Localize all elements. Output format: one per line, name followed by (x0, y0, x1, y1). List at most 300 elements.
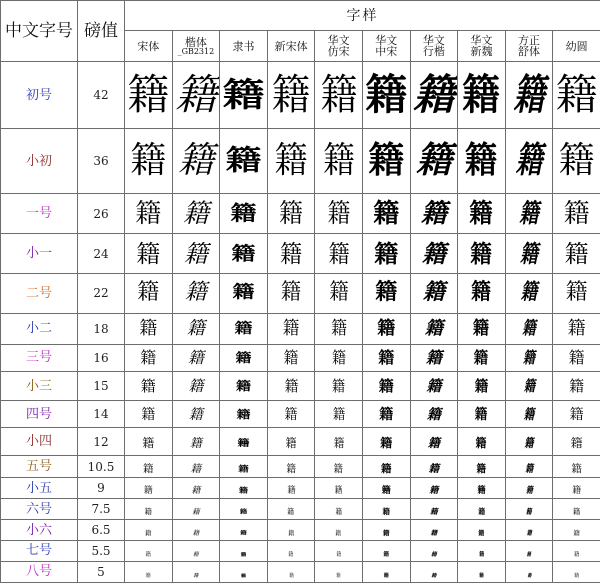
font-header-8: 方正 舒体 (505, 31, 553, 62)
sample-glyph: 籍 (558, 140, 595, 182)
sample-glyph: 籍 (571, 462, 582, 475)
sample-cell (410, 62, 458, 129)
sample-glyph: 籍 (524, 435, 534, 450)
sample-glyph: 籍 (519, 198, 539, 229)
sample-cell (553, 499, 600, 520)
sample-cell (410, 520, 458, 541)
sample-glyph: 籍 (474, 347, 489, 367)
size-name-cell: 小五 (1, 478, 78, 499)
points-cell: 6.5 (78, 520, 125, 541)
sample-glyph: 籍 (183, 239, 208, 268)
size-name-cell: 小三 (1, 372, 78, 401)
sample-cell (505, 400, 553, 428)
sample-cell (220, 194, 268, 234)
sample-cell (362, 344, 410, 372)
sample-glyph: 籍 (426, 407, 441, 424)
sample-glyph: 籍 (230, 202, 257, 226)
sample-cell (125, 428, 173, 456)
sample-cell (125, 313, 173, 344)
sample-glyph: 籍 (141, 407, 156, 424)
sample-cell (220, 313, 268, 344)
sample-glyph: 籍 (412, 70, 455, 120)
size-name-cell: 六号 (1, 499, 78, 520)
sample-glyph: 籍 (568, 347, 585, 367)
sample-glyph: 籍 (525, 486, 533, 497)
font-header-2: 隶书 (220, 31, 268, 62)
sample-glyph: 籍 (287, 507, 295, 517)
sample-cell (267, 129, 315, 194)
sample-cell (172, 234, 220, 274)
size-name-cell: 初号 (1, 62, 78, 129)
sample-glyph: 籍 (127, 70, 170, 120)
sample-glyph: 籍 (143, 486, 153, 497)
sample-glyph: 籍 (572, 507, 581, 517)
sample-glyph: 籍 (373, 198, 400, 229)
sample-glyph: 籍 (431, 551, 437, 558)
sample-glyph: 籍 (333, 435, 344, 450)
sample-glyph: 籍 (479, 572, 484, 579)
sample-glyph: 籍 (426, 377, 442, 395)
sample-cell (410, 478, 458, 499)
sample-cell (315, 541, 363, 562)
header-size-name: 中文字号 (1, 1, 78, 62)
sample-cell (267, 273, 315, 313)
sample-glyph: 籍 (139, 317, 158, 339)
sample-cell (410, 194, 458, 234)
sample-glyph: 籍 (239, 508, 248, 516)
sample-cell (172, 273, 220, 313)
sample-glyph: 籍 (130, 140, 167, 182)
sample-cell (553, 372, 600, 401)
sample-cell (553, 520, 600, 541)
sample-cell (315, 273, 363, 313)
sample-glyph: 籍 (572, 486, 582, 497)
points-cell: 42 (78, 62, 125, 129)
sample-glyph: 籍 (421, 239, 446, 268)
sample-cell (505, 273, 553, 313)
sample-glyph: 籍 (322, 140, 355, 182)
sample-cell (172, 456, 220, 478)
sample-glyph: 籍 (476, 435, 487, 450)
sample-cell (125, 478, 173, 499)
sample-cell (458, 372, 506, 401)
sample-cell (125, 499, 173, 520)
sample-glyph: 籍 (564, 239, 589, 268)
sample-cell (267, 344, 315, 372)
sample-glyph: 籍 (523, 347, 536, 367)
sample-glyph: 籍 (189, 435, 202, 450)
sample-cell (410, 313, 458, 344)
sample-glyph: 籍 (365, 70, 408, 120)
table-row (1, 541, 600, 562)
sample-cell (125, 129, 173, 194)
size-name-cell: 七号 (1, 541, 78, 562)
sample-glyph: 籍 (240, 529, 247, 537)
sample-cell (505, 561, 553, 582)
sample-cell (172, 561, 220, 582)
sample-glyph: 籍 (573, 551, 580, 558)
sample-cell (172, 400, 220, 428)
sample-glyph: 籍 (381, 486, 391, 497)
table-row (1, 194, 600, 234)
sample-cell (362, 273, 410, 313)
sample-cell (362, 478, 410, 499)
table-row (1, 520, 600, 541)
sample-cell (125, 62, 173, 129)
sample-glyph: 籍 (284, 377, 298, 395)
sample-cell (553, 234, 600, 274)
sample-cell (315, 194, 363, 234)
sample-glyph: 籍 (335, 529, 342, 538)
sample-cell (267, 456, 315, 478)
sample-glyph: 籍 (428, 462, 440, 475)
sample-glyph: 籍 (427, 435, 440, 450)
sample-glyph: 籍 (182, 198, 209, 229)
sample-cell (553, 194, 600, 234)
sample-cell (220, 478, 268, 499)
sample-cell (220, 520, 268, 541)
sample-cell (458, 561, 506, 582)
sample-cell (220, 456, 268, 478)
font-header-5: 华文 中宋 (362, 31, 410, 62)
sample-cell (125, 456, 173, 478)
sample-cell (458, 234, 506, 274)
sample-cell (267, 400, 315, 428)
sample-cell (220, 561, 268, 582)
sample-glyph: 籍 (471, 280, 492, 306)
sample-glyph: 籍 (285, 435, 297, 450)
sample-cell (410, 456, 458, 478)
sample-cell (172, 541, 220, 562)
sample-cell (458, 313, 506, 344)
sample-cell (458, 194, 506, 234)
sample-cell (458, 344, 506, 372)
sample-cell (220, 62, 268, 129)
sample-glyph: 籍 (144, 507, 153, 517)
sample-cell (125, 400, 173, 428)
sample-cell (315, 234, 363, 274)
font-header-4: 华文 仿宋 (315, 31, 363, 62)
points-cell: 15 (78, 372, 125, 401)
sample-cell (505, 499, 553, 520)
sample-glyph: 籍 (525, 462, 533, 475)
sample-glyph: 籍 (186, 317, 205, 339)
sample-glyph: 籍 (335, 507, 342, 517)
sample-glyph: 籍 (288, 551, 294, 558)
sample-glyph: 籍 (520, 239, 539, 268)
table-row (1, 234, 600, 274)
sample-glyph: 籍 (420, 198, 447, 229)
sample-cell (362, 499, 410, 520)
sample-glyph: 籍 (286, 462, 296, 475)
sample-glyph: 籍 (430, 507, 438, 517)
sample-glyph: 籍 (187, 347, 204, 367)
sample-cell (410, 234, 458, 274)
sample-cell (172, 372, 220, 401)
sample-cell (172, 62, 220, 129)
sample-glyph: 籍 (145, 529, 152, 538)
sample-cell (362, 561, 410, 582)
sample-cell (458, 428, 506, 456)
sample-glyph: 籍 (431, 572, 437, 579)
sample-cell (267, 478, 315, 499)
points-cell: 26 (78, 194, 125, 234)
points-cell: 5.5 (78, 541, 125, 562)
sample-glyph: 籍 (286, 486, 296, 497)
table-row (1, 129, 600, 194)
sample-glyph: 籍 (470, 239, 493, 268)
size-name-cell: 小初 (1, 129, 78, 194)
sample-glyph: 籍 (271, 70, 311, 120)
sample-cell (553, 561, 600, 582)
sample-glyph: 籍 (475, 407, 488, 424)
table-row (1, 372, 600, 401)
sample-cell (267, 541, 315, 562)
sample-glyph: 籍 (523, 377, 535, 395)
sample-glyph: 籍 (569, 377, 585, 395)
sample-glyph: 籍 (368, 140, 405, 182)
sample-glyph: 籍 (567, 317, 586, 339)
sample-glyph: 籍 (177, 140, 214, 182)
sample-cell (458, 478, 506, 499)
sample-glyph: 籍 (238, 463, 249, 474)
font-header-3: 新宋体 (267, 31, 315, 62)
table-row (1, 456, 600, 478)
sample-glyph: 籍 (334, 486, 343, 497)
sample-glyph: 籍 (478, 551, 484, 558)
sample-cell (553, 428, 600, 456)
sample-glyph: 籍 (374, 239, 399, 268)
sample-glyph: 籍 (192, 529, 200, 538)
sample-glyph: 籍 (320, 70, 358, 120)
sample-cell (220, 129, 268, 194)
header-samples: 字样 (125, 1, 600, 31)
sample-glyph: 籍 (140, 347, 157, 367)
sample-cell (505, 234, 553, 274)
sample-cell (553, 313, 600, 344)
size-name-cell: 小四 (1, 428, 78, 456)
sample-glyph: 籍 (382, 507, 391, 517)
sample-cell (505, 313, 553, 344)
sample-glyph: 籍 (135, 198, 162, 229)
sample-glyph: 籍 (375, 280, 398, 306)
sample-glyph: 籍 (415, 140, 452, 182)
sample-glyph: 籍 (473, 317, 490, 339)
sample-glyph: 籍 (476, 462, 487, 475)
sample-cell (362, 400, 410, 428)
sample-glyph: 籍 (477, 486, 486, 497)
sample-cell (410, 372, 458, 401)
sample-cell (458, 62, 506, 129)
sample-cell (267, 499, 315, 520)
sample-glyph: 籍 (327, 198, 351, 229)
table-row (1, 499, 600, 520)
sample-glyph: 籍 (279, 198, 304, 229)
sample-cell (172, 313, 220, 344)
sample-cell (458, 129, 506, 194)
sample-cell (553, 541, 600, 562)
sample-cell (220, 344, 268, 372)
sample-cell (315, 344, 363, 372)
sample-glyph: 籍 (522, 317, 536, 339)
sample-glyph: 籍 (332, 407, 345, 424)
sample-glyph: 籍 (280, 239, 303, 268)
sample-cell (315, 561, 363, 582)
sample-glyph: 籍 (142, 435, 155, 450)
sample-cell (362, 194, 410, 234)
sample-cell (125, 273, 173, 313)
points-cell: 18 (78, 313, 125, 344)
sample-cell (315, 499, 363, 520)
sample-glyph: 籍 (478, 529, 485, 538)
points-cell: 5 (78, 561, 125, 582)
sample-cell (505, 456, 553, 478)
sample-glyph: 籍 (520, 280, 538, 306)
sample-glyph: 籍 (235, 379, 251, 394)
sample-glyph: 籍 (192, 507, 200, 517)
sample-glyph: 籍 (174, 70, 217, 120)
sample-glyph: 籍 (478, 507, 485, 517)
sample-glyph: 籍 (184, 280, 207, 306)
sample-cell (315, 400, 363, 428)
points-cell: 12 (78, 428, 125, 456)
sample-cell (505, 344, 553, 372)
sample-glyph: 籍 (526, 507, 532, 517)
sample-cell (315, 372, 363, 401)
sample-glyph: 籍 (236, 408, 251, 422)
sample-glyph: 籍 (222, 75, 265, 114)
table-row (1, 478, 600, 499)
table-row (1, 428, 600, 456)
sample-glyph: 籍 (284, 407, 298, 424)
sample-cell (553, 129, 600, 194)
sample-glyph: 籍 (424, 317, 443, 339)
sample-cell (410, 499, 458, 520)
sample-glyph: 籍 (573, 529, 580, 538)
sample-glyph: 籍 (563, 198, 590, 229)
sample-glyph: 籍 (430, 529, 438, 538)
points-cell: 16 (78, 344, 125, 372)
sample-glyph: 籍 (331, 347, 346, 367)
sample-glyph: 籍 (465, 140, 498, 182)
points-cell: 22 (78, 273, 125, 313)
sample-cell (410, 561, 458, 582)
sample-cell (410, 273, 458, 313)
size-name-cell: 小六 (1, 520, 78, 541)
sample-cell (362, 372, 410, 401)
sample-glyph: 籍 (429, 486, 439, 497)
sample-cell (125, 541, 173, 562)
sample-cell (172, 129, 220, 194)
sample-glyph: 籍 (140, 377, 156, 395)
table-row (1, 344, 600, 372)
sample-cell (553, 456, 600, 478)
sample-cell (410, 400, 458, 428)
sample-cell (410, 541, 458, 562)
sample-cell (315, 520, 363, 541)
sample-glyph: 籍 (288, 572, 294, 579)
sample-cell (267, 520, 315, 541)
sample-glyph: 籍 (569, 407, 584, 424)
sample-cell (172, 499, 220, 520)
sample-cell (125, 194, 173, 234)
sample-glyph: 籍 (526, 529, 532, 538)
sample-glyph: 籍 (527, 572, 531, 579)
points-cell: 9 (78, 478, 125, 499)
sample-glyph: 籍 (469, 198, 494, 229)
size-name-cell: 小二 (1, 313, 78, 344)
sample-glyph: 籍 (336, 551, 342, 558)
font-header-0: 宋体 (125, 31, 173, 62)
sample-cell (362, 428, 410, 456)
sample-glyph: 籍 (280, 280, 302, 306)
sample-glyph: 籍 (143, 462, 154, 475)
sample-glyph: 籍 (191, 486, 201, 497)
font-header-6: 华文 行楷 (410, 31, 458, 62)
sample-glyph: 籍 (240, 552, 247, 558)
sample-glyph: 籍 (422, 280, 445, 306)
sample-cell (125, 561, 173, 582)
sample-cell (410, 344, 458, 372)
sample-cell (267, 62, 315, 129)
sample-glyph: 籍 (462, 70, 501, 120)
sample-cell (220, 372, 268, 401)
sample-cell (505, 372, 553, 401)
sample-cell (505, 194, 553, 234)
font-header-9: 幼圆 (553, 31, 600, 62)
sample-glyph: 籍 (523, 407, 535, 424)
sample-cell (125, 344, 173, 372)
sample-glyph: 籍 (238, 487, 248, 496)
sample-cell (315, 428, 363, 456)
sample-cell (267, 428, 315, 456)
sample-cell (553, 273, 600, 313)
size-name-cell: 一号 (1, 194, 78, 234)
sample-glyph: 籍 (565, 280, 588, 306)
size-name-cell: 四号 (1, 400, 78, 428)
sample-cell (172, 478, 220, 499)
sample-glyph: 籍 (240, 573, 246, 579)
sample-cell (505, 62, 553, 129)
table-row (1, 561, 600, 582)
sample-glyph: 籍 (379, 407, 394, 424)
sample-cell (172, 344, 220, 372)
table-row (1, 273, 600, 313)
sample-glyph: 籍 (188, 407, 203, 424)
size-name-cell: 二号 (1, 273, 78, 313)
sample-glyph: 籍 (332, 377, 346, 395)
sample-cell (125, 372, 173, 401)
sample-glyph: 籍 (231, 242, 256, 265)
size-name-cell: 五号 (1, 456, 78, 478)
sample-cell (458, 520, 506, 541)
sample-cell (267, 372, 315, 401)
sample-glyph: 籍 (574, 572, 580, 579)
font-header-7: 华文 新魏 (458, 31, 506, 62)
sample-glyph: 籍 (232, 283, 255, 303)
sample-glyph: 籍 (330, 317, 347, 339)
sample-cell (458, 273, 506, 313)
sample-glyph: 籍 (378, 347, 395, 367)
header-row-top (1, 1, 600, 31)
sample-cell (125, 520, 173, 541)
sample-cell (553, 344, 600, 372)
sample-cell (220, 234, 268, 274)
sample-cell (458, 400, 506, 428)
sample-glyph: 籍 (383, 572, 389, 579)
sample-cell (458, 456, 506, 478)
sample-glyph: 籍 (474, 377, 489, 395)
